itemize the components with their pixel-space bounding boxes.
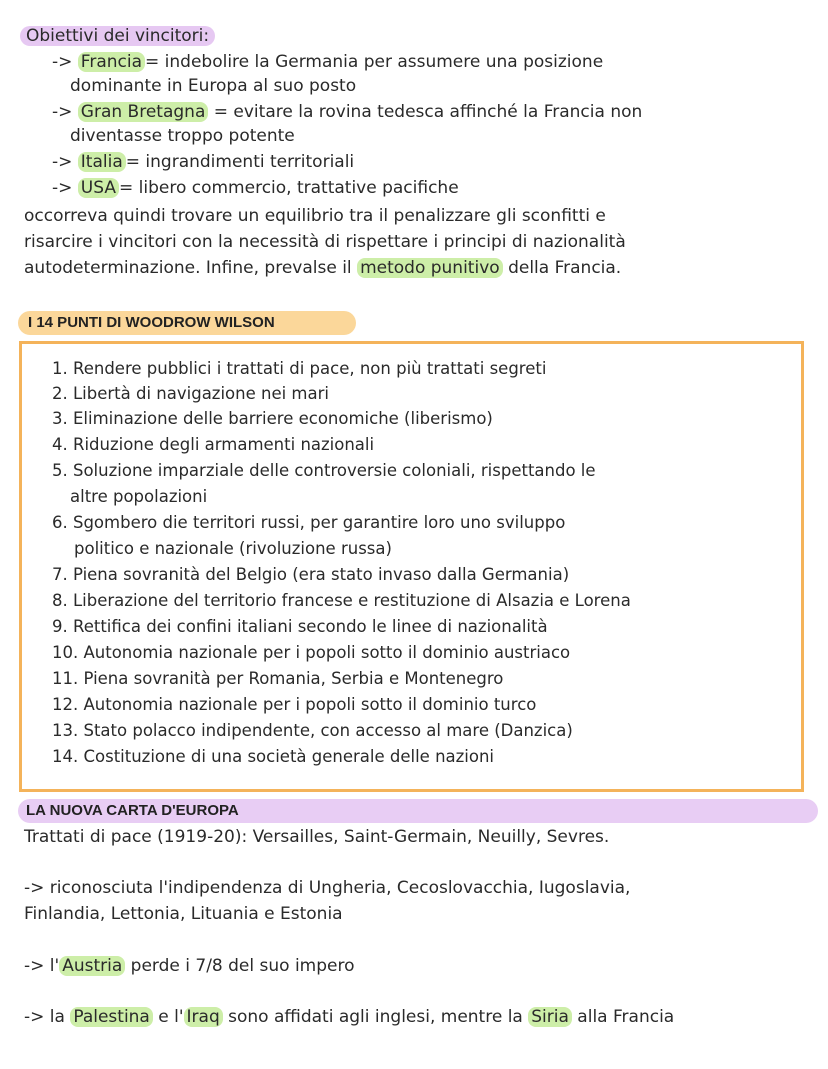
objective-gran-bretagna-cont: diventasse troppo potente <box>70 126 295 146</box>
conclusion-line-1: occorreva quindi trovare un equilibrio tra il penalizzare gli sconfitti e <box>24 206 606 226</box>
wilson-point: 7. Piena sovranità del Belgio (era stato invaso dalla Germania) <box>52 565 570 584</box>
objectives-heading: Obiettivi dei vincitori: <box>26 24 215 48</box>
conclusion-line-3: autodeterminazione. Infine, prevalse il metodo punitivo della Francia. <box>24 258 622 278</box>
wilson-section-title: I 14 PUNTI DI WOODROW WILSON <box>28 314 275 331</box>
treaties-line: Trattati di pace (1919-20): Versailles, Saint-Germain, Neuilly, Sevres. <box>24 827 610 847</box>
keyword-austria: Austria <box>59 956 125 976</box>
keyword-palestina: Palestina <box>70 1007 153 1027</box>
wilson-point: 5. Soluzione imparziale delle controversie coloniali, rispettando le <box>52 461 596 480</box>
wilson-point: 2. Libertà di navigazione nei mari <box>52 384 329 403</box>
independence-line-2: Finlandia, Lettonia, Lituania e Estonia <box>24 904 343 924</box>
newmap-section-title: LA NUOVA CARTA D'EUROPA <box>26 802 239 819</box>
keyword-italia: Italia <box>78 152 126 172</box>
keyword-siria: Siria <box>528 1007 572 1027</box>
keyword-metodo-punitivo: metodo punitivo <box>357 258 503 278</box>
wilson-point: 4. Riduzione degli armamenti nazionali <box>52 435 375 454</box>
objective-francia-cont: dominante in Europa al suo posto <box>70 76 357 96</box>
wilson-point: 3. Eliminazione delle barriere economiche (liberismo) <box>52 409 493 428</box>
independence-line-1: -> riconosciuta l'indipendenza di Ungheria, Cecoslovacchia, Iugoslavia, <box>24 878 631 898</box>
objective-francia: -> Francia = indebolire la Germania per assumere una posizione <box>52 52 604 72</box>
conclusion-line-2: risarcire i vincitori con la necessità di rispettare i principi di nazionalità <box>24 232 626 252</box>
mandates-line: -> la Palestina e l' Iraq sono affidati agli inglesi, mentre la Siria alla Francia <box>24 1007 675 1027</box>
wilson-point: 10. Autonomia nazionale per i popoli sotto il dominio austriaco <box>52 643 571 662</box>
wilson-point: 1. Rendere pubblici i trattati di pace, non più trattati segreti <box>52 359 547 378</box>
keyword-francia: Francia <box>78 52 145 72</box>
objective-usa: -> USA = libero commercio, trattative pacifiche <box>52 178 459 198</box>
wilson-point: 9. Rettifica dei confini italiani secondo le linee di nazionalità <box>52 617 548 636</box>
keyword-iraq: Iraq <box>184 1007 223 1027</box>
wilson-point-cont: altre popolazioni <box>70 487 208 506</box>
keyword-gran-bretagna: Gran Bretagna <box>78 102 209 122</box>
wilson-point: 13. Stato polacco indipendente, con accesso al mare (Danzica) <box>52 721 573 740</box>
wilson-section-header <box>18 311 356 335</box>
wilson-point: 14. Costituzione di una società generale delle nazioni <box>52 747 495 766</box>
newmap-section-header <box>18 799 818 823</box>
wilson-point: 12. Autonomia nazionale per i popoli sotto il dominio turco <box>52 695 537 714</box>
wilson-point: 11. Piena sovranità per Romania, Serbia e Montenegro <box>52 669 504 688</box>
keyword-usa: USA <box>78 178 119 198</box>
wilson-point: 6. Sgombero die territori russi, per garantire loro uno sviluppo <box>52 513 566 532</box>
objective-italia: -> Italia = ingrandimenti territoriali <box>52 152 355 172</box>
wilson-point-cont: politico e nazionale (rivoluzione russa) <box>74 539 392 558</box>
austria-line: -> l' Austria perde i 7/8 del suo impero <box>24 956 355 976</box>
wilson-point: 8. Liberazione del territorio francese e restituzione di Alsazia e Lorena <box>52 591 631 610</box>
objective-gran-bretagna: -> Gran Bretagna = evitare la rovina tedesca affinché la Francia non <box>52 102 643 122</box>
